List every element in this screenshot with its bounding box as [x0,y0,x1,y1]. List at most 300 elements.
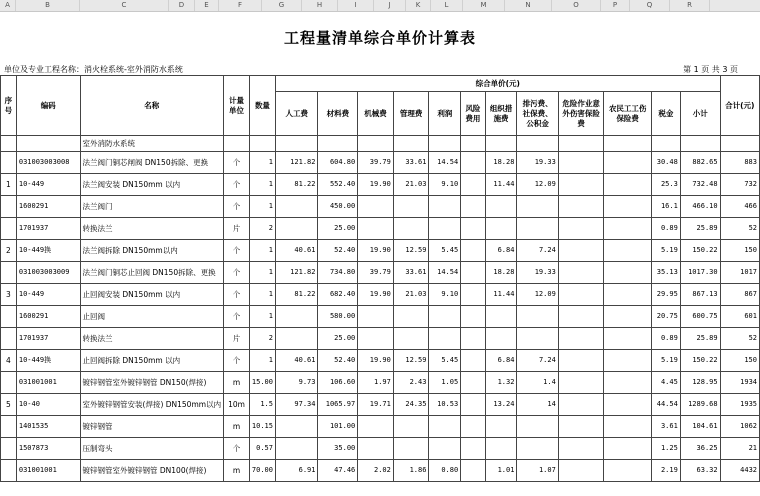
cell-machine[interactable] [358,306,394,328]
cell-sewage[interactable] [517,136,558,152]
cell-hazard[interactable] [558,460,604,482]
cell-seq[interactable]: 1 [1,174,17,196]
cell-seq[interactable] [1,372,17,394]
cell-machine[interactable] [358,328,394,350]
cell-subtotal[interactable]: 882.65 [680,152,720,174]
column-letter-l[interactable]: L [431,0,463,11]
cell-profit[interactable] [429,218,461,240]
cell-subtotal[interactable]: 25.89 [680,328,720,350]
cell-tax[interactable]: 44.54 [651,394,680,416]
cell-tax[interactable]: 5.19 [651,350,680,372]
cell-subtotal[interactable]: 732.48 [680,174,720,196]
cell-material[interactable]: 1065.97 [318,394,358,416]
cell-name[interactable]: 法兰阀拆除 DN150mm以内 [80,240,224,262]
cell-hazard[interactable] [558,394,604,416]
cell-code[interactable]: 031001001 [16,372,80,394]
cell-seq[interactable]: 4 [1,350,17,372]
cell-risk[interactable] [461,460,486,482]
cell-subtotal[interactable] [680,136,720,152]
cell-mgmt[interactable] [393,416,429,438]
cell-risk[interactable] [461,350,486,372]
cell-measures[interactable] [485,438,517,460]
cell-measures[interactable]: 1.32 [485,372,517,394]
cell-material[interactable]: 35.00 [318,438,358,460]
cell-injury[interactable] [604,460,652,482]
cell-qty[interactable]: 1.5 [249,394,275,416]
cell-unit[interactable]: 个 [224,196,250,218]
cell-labor[interactable]: 81.22 [275,174,317,196]
cell-qty[interactable] [249,136,275,152]
cell-tax[interactable]: 20.75 [651,306,680,328]
cell-risk[interactable] [461,152,486,174]
cell-seq[interactable] [1,438,17,460]
cell-seq[interactable] [1,218,17,240]
cell-machine[interactable]: 2.02 [358,460,394,482]
cell-code[interactable]: 10-449换 [16,240,80,262]
cell-material[interactable]: 101.00 [318,416,358,438]
cell-name[interactable]: 转换法兰 [80,328,224,350]
cell-hazard[interactable] [558,306,604,328]
cell-total[interactable]: 1935 [720,394,759,416]
cell-qty[interactable]: 10.15 [249,416,275,438]
cell-profit[interactable]: 14.54 [429,152,461,174]
cell-risk[interactable] [461,372,486,394]
cell-profit[interactable]: 14.54 [429,262,461,284]
cell-unit[interactable] [224,136,250,152]
cell-profit[interactable]: 9.10 [429,174,461,196]
cell-injury[interactable] [604,152,652,174]
cell-tax[interactable]: 25.3 [651,174,680,196]
cell-seq[interactable] [1,262,17,284]
cell-unit[interactable]: 个 [224,240,250,262]
cell-total[interactable]: 883 [720,152,759,174]
cell-hazard[interactable] [558,438,604,460]
cell-material[interactable]: 47.46 [318,460,358,482]
cell-code[interactable]: 1701937 [16,328,80,350]
cell-name[interactable]: 镀锌钢管 [80,416,224,438]
cell-tax[interactable]: 4.45 [651,372,680,394]
cell-labor[interactable]: 9.73 [275,372,317,394]
cell-material[interactable]: 106.60 [318,372,358,394]
cell-sewage[interactable]: 1.07 [517,460,558,482]
cell-mgmt[interactable]: 21.03 [393,174,429,196]
cell-code[interactable]: 031003003008 [16,152,80,174]
cell-measures[interactable]: 18.28 [485,152,517,174]
cell-material[interactable]: 25.00 [318,218,358,240]
cell-sewage[interactable] [517,306,558,328]
column-letter-m[interactable]: M [463,0,505,11]
cell-name[interactable]: 镀锌钢管室外镀锌钢管 DN150(焊接) [80,372,224,394]
cell-injury[interactable] [604,174,652,196]
cell-sewage[interactable]: 14 [517,394,558,416]
cell-sewage[interactable] [517,416,558,438]
cell-machine[interactable] [358,136,394,152]
column-letter-k[interactable]: K [406,0,431,11]
cell-seq[interactable] [1,328,17,350]
cell-machine[interactable]: 19.90 [358,174,394,196]
cell-measures[interactable]: 1.01 [485,460,517,482]
cell-qty[interactable]: 2 [249,218,275,240]
cell-seq[interactable] [1,306,17,328]
column-letter-a[interactable]: A [0,0,16,11]
cell-total[interactable]: 1062 [720,416,759,438]
cell-machine[interactable]: 19.90 [358,350,394,372]
cell-unit[interactable]: 个 [224,262,250,284]
cell-tax[interactable]: 29.95 [651,284,680,306]
cell-unit[interactable]: m [224,372,250,394]
cell-risk[interactable] [461,240,486,262]
cell-injury[interactable] [604,350,652,372]
cell-measures[interactable]: 18.28 [485,262,517,284]
cell-hazard[interactable] [558,416,604,438]
column-letter-j[interactable]: J [374,0,406,11]
cell-mgmt[interactable] [393,306,429,328]
cell-material[interactable]: 682.40 [318,284,358,306]
cell-profit[interactable]: 1.05 [429,372,461,394]
column-letter-e[interactable]: E [195,0,219,11]
cell-measures[interactable]: 6.84 [485,350,517,372]
column-letter-r[interactable]: R [670,0,710,11]
cell-injury[interactable] [604,284,652,306]
cell-profit[interactable]: 5.45 [429,350,461,372]
cell-total[interactable]: 150 [720,350,759,372]
cell-name[interactable]: 压制弯头 [80,438,224,460]
cell-tax[interactable]: 35.13 [651,262,680,284]
cell-seq[interactable]: 3 [1,284,17,306]
cell-hazard[interactable] [558,152,604,174]
cell-risk[interactable] [461,196,486,218]
cell-profit[interactable] [429,416,461,438]
cell-code[interactable]: 031001001 [16,460,80,482]
cell-tax[interactable]: 3.61 [651,416,680,438]
cell-sewage[interactable]: 19.33 [517,262,558,284]
cell-material[interactable]: 734.80 [318,262,358,284]
cell-machine[interactable] [358,196,394,218]
cell-profit[interactable]: 0.80 [429,460,461,482]
cell-labor[interactable]: 40.61 [275,240,317,262]
cell-tax[interactable]: 0.89 [651,218,680,240]
cell-material[interactable]: 25.00 [318,328,358,350]
cell-name[interactable]: 法兰阀门铜芯闸阀 DN150拆除、更换 [80,152,224,174]
cell-mgmt[interactable]: 21.03 [393,284,429,306]
cell-hazard[interactable] [558,136,604,152]
cell-qty[interactable]: 70.00 [249,460,275,482]
cell-machine[interactable]: 19.90 [358,284,394,306]
cell-unit[interactable]: 10m [224,394,250,416]
cell-unit[interactable]: 片 [224,328,250,350]
cell-tax[interactable]: 30.48 [651,152,680,174]
cell-name[interactable]: 室外镀锌钢管安装(焊接) DN150mm以内 [80,394,224,416]
cell-measures[interactable]: 11.44 [485,174,517,196]
cell-sewage[interactable] [517,196,558,218]
cell-seq[interactable]: 2 [1,240,17,262]
cell-profit[interactable]: 10.53 [429,394,461,416]
cell-labor[interactable] [275,438,317,460]
cell-profit[interactable] [429,136,461,152]
cell-injury[interactable] [604,240,652,262]
cell-profit[interactable]: 5.45 [429,240,461,262]
cell-total[interactable]: 466 [720,196,759,218]
cell-unit[interactable]: 个 [224,438,250,460]
cell-name[interactable]: 室外消防水系统 [80,136,224,152]
cell-labor[interactable]: 121.82 [275,262,317,284]
cell-material[interactable]: 604.80 [318,152,358,174]
cell-hazard[interactable] [558,240,604,262]
cell-profit[interactable] [429,306,461,328]
cell-hazard[interactable] [558,218,604,240]
cell-profit[interactable] [429,196,461,218]
cell-measures[interactable] [485,196,517,218]
cell-measures[interactable] [485,306,517,328]
cell-subtotal[interactable]: 36.25 [680,438,720,460]
cell-machine[interactable] [358,218,394,240]
cell-total[interactable]: 4432 [720,460,759,482]
cell-subtotal[interactable]: 466.10 [680,196,720,218]
cell-profit[interactable] [429,328,461,350]
cell-profit[interactable]: 9.10 [429,284,461,306]
cell-tax[interactable]: 0.89 [651,328,680,350]
cell-mgmt[interactable]: 12.59 [393,240,429,262]
cell-injury[interactable] [604,372,652,394]
cell-code[interactable]: 1701937 [16,218,80,240]
cell-risk[interactable] [461,306,486,328]
cell-sewage[interactable]: 12.09 [517,174,558,196]
cell-injury[interactable] [604,416,652,438]
cell-name[interactable]: 转换法兰 [80,218,224,240]
column-letter-g[interactable]: G [262,0,302,11]
cell-total[interactable]: 150 [720,240,759,262]
column-letter-i[interactable]: I [338,0,374,11]
cell-risk[interactable] [461,416,486,438]
cell-seq[interactable] [1,152,17,174]
cell-code[interactable]: 10-449 [16,284,80,306]
cell-risk[interactable] [461,218,486,240]
cell-name[interactable]: 法兰阀门铜芯止回阀 DN150拆除、更换 [80,262,224,284]
cell-unit[interactable]: 个 [224,284,250,306]
cell-mgmt[interactable] [393,196,429,218]
cell-risk[interactable] [461,394,486,416]
cell-labor[interactable]: 81.22 [275,284,317,306]
cell-injury[interactable] [604,218,652,240]
cell-labor[interactable]: 40.61 [275,350,317,372]
cell-mgmt[interactable] [393,218,429,240]
cell-qty[interactable]: 1 [249,306,275,328]
column-letter-o[interactable]: O [552,0,601,11]
cell-name[interactable]: 止回阀拆除 DN150mm 以内 [80,350,224,372]
cell-seq[interactable]: 5 [1,394,17,416]
cell-code[interactable]: 1401535 [16,416,80,438]
cell-machine[interactable] [358,438,394,460]
cell-total[interactable]: 1017 [720,262,759,284]
cell-qty[interactable]: 1 [249,152,275,174]
cell-seq[interactable] [1,136,17,152]
cell-tax[interactable] [651,136,680,152]
cell-injury[interactable] [604,196,652,218]
cell-subtotal[interactable]: 150.22 [680,350,720,372]
cell-sewage[interactable]: 19.33 [517,152,558,174]
column-letter-q[interactable]: Q [630,0,670,11]
cell-hazard[interactable] [558,372,604,394]
cell-hazard[interactable] [558,262,604,284]
column-letter-p[interactable]: P [601,0,630,11]
cell-labor[interactable] [275,218,317,240]
cell-total[interactable]: 867 [720,284,759,306]
cell-tax[interactable]: 2.19 [651,460,680,482]
cell-labor[interactable] [275,196,317,218]
column-letter-c[interactable]: C [80,0,169,11]
cell-total[interactable]: 52 [720,328,759,350]
cell-total[interactable] [720,136,759,152]
cell-unit[interactable]: 个 [224,306,250,328]
cell-name[interactable]: 法兰阀安装 DN150mm 以内 [80,174,224,196]
cell-sewage[interactable]: 12.09 [517,284,558,306]
cell-subtotal[interactable]: 63.32 [680,460,720,482]
cell-subtotal[interactable]: 1289.68 [680,394,720,416]
cell-qty[interactable]: 0.57 [249,438,275,460]
cell-subtotal[interactable]: 150.22 [680,240,720,262]
cell-hazard[interactable] [558,174,604,196]
cell-code[interactable]: 10-40 [16,394,80,416]
cell-qty[interactable]: 2 [249,328,275,350]
cell-unit[interactable]: 片 [224,218,250,240]
cell-qty[interactable]: 1 [249,196,275,218]
cell-machine[interactable]: 1.97 [358,372,394,394]
cell-injury[interactable] [604,438,652,460]
cell-machine[interactable] [358,416,394,438]
cell-machine[interactable]: 19.71 [358,394,394,416]
cell-code[interactable]: 10-449换 [16,350,80,372]
cell-subtotal[interactable]: 867.13 [680,284,720,306]
cell-subtotal[interactable]: 1017.30 [680,262,720,284]
cell-mgmt[interactable] [393,438,429,460]
cell-sewage[interactable] [517,328,558,350]
cell-mgmt[interactable]: 12.59 [393,350,429,372]
cell-unit[interactable]: m [224,460,250,482]
cell-hazard[interactable] [558,350,604,372]
cell-injury[interactable] [604,306,652,328]
cell-hazard[interactable] [558,196,604,218]
cell-labor[interactable] [275,306,317,328]
cell-labor[interactable]: 121.82 [275,152,317,174]
cell-material[interactable]: 580.00 [318,306,358,328]
column-letter-h[interactable]: H [302,0,338,11]
cell-machine[interactable]: 39.79 [358,152,394,174]
cell-name[interactable]: 止回阀 [80,306,224,328]
cell-unit[interactable]: m [224,416,250,438]
cell-name[interactable]: 镀锌钢管室外镀锌钢管 DN100(焊接) [80,460,224,482]
cell-sewage[interactable]: 7.24 [517,240,558,262]
cell-seq[interactable] [1,460,17,482]
cell-subtotal[interactable]: 25.89 [680,218,720,240]
cell-measures[interactable] [485,136,517,152]
cell-qty[interactable]: 15.00 [249,372,275,394]
cell-mgmt[interactable] [393,328,429,350]
cell-unit[interactable]: 个 [224,152,250,174]
cell-sewage[interactable]: 1.4 [517,372,558,394]
cell-measures[interactable]: 11.44 [485,284,517,306]
cell-material[interactable]: 52.40 [318,240,358,262]
cell-mgmt[interactable]: 2.43 [393,372,429,394]
cell-risk[interactable] [461,438,486,460]
cell-material[interactable]: 52.40 [318,350,358,372]
cell-tax[interactable]: 1.25 [651,438,680,460]
cell-total[interactable]: 601 [720,306,759,328]
cell-subtotal[interactable]: 128.95 [680,372,720,394]
cell-total[interactable]: 1934 [720,372,759,394]
cell-measures[interactable]: 13.24 [485,394,517,416]
cell-name[interactable]: 法兰阀门 [80,196,224,218]
cell-injury[interactable] [604,328,652,350]
column-letter-n[interactable]: N [505,0,552,11]
cell-labor[interactable]: 6.91 [275,460,317,482]
cell-unit[interactable]: 个 [224,174,250,196]
cell-risk[interactable] [461,328,486,350]
cell-injury[interactable] [604,136,652,152]
cell-qty[interactable]: 1 [249,240,275,262]
cell-injury[interactable] [604,394,652,416]
column-letter-d[interactable]: D [169,0,195,11]
cell-code[interactable]: 1507873 [16,438,80,460]
cell-risk[interactable] [461,136,486,152]
cell-code[interactable]: 1600291 [16,196,80,218]
cell-measures[interactable]: 6.84 [485,240,517,262]
cell-sewage[interactable]: 7.24 [517,350,558,372]
cell-mgmt[interactable]: 33.61 [393,262,429,284]
cell-mgmt[interactable]: 33.61 [393,152,429,174]
column-letter-f[interactable]: F [219,0,262,11]
cell-sewage[interactable] [517,438,558,460]
cell-code[interactable]: 031003003009 [16,262,80,284]
cell-material[interactable] [318,136,358,152]
cell-qty[interactable]: 1 [249,262,275,284]
cell-tax[interactable]: 5.19 [651,240,680,262]
cell-material[interactable]: 552.40 [318,174,358,196]
cell-measures[interactable] [485,328,517,350]
cell-seq[interactable] [1,196,17,218]
cell-hazard[interactable] [558,328,604,350]
cell-subtotal[interactable]: 600.75 [680,306,720,328]
cell-name[interactable]: 止回阀安装 DN150mm 以内 [80,284,224,306]
cell-qty[interactable]: 1 [249,350,275,372]
cell-labor[interactable] [275,136,317,152]
cell-material[interactable]: 450.00 [318,196,358,218]
cell-code[interactable]: 1600291 [16,306,80,328]
cell-risk[interactable] [461,174,486,196]
cell-labor[interactable] [275,328,317,350]
cell-total[interactable]: 52 [720,218,759,240]
cell-risk[interactable] [461,284,486,306]
cell-qty[interactable]: 1 [249,174,275,196]
cell-hazard[interactable] [558,284,604,306]
cell-subtotal[interactable]: 104.61 [680,416,720,438]
column-letter-b[interactable]: B [16,0,80,11]
cell-labor[interactable] [275,416,317,438]
cell-tax[interactable]: 16.1 [651,196,680,218]
cell-code[interactable]: 10-449 [16,174,80,196]
cell-machine[interactable]: 39.79 [358,262,394,284]
cell-machine[interactable]: 19.90 [358,240,394,262]
cell-profit[interactable] [429,438,461,460]
cell-injury[interactable] [604,262,652,284]
cell-sewage[interactable] [517,218,558,240]
cell-measures[interactable] [485,416,517,438]
cell-unit[interactable]: 个 [224,350,250,372]
cell-seq[interactable] [1,416,17,438]
cell-total[interactable]: 732 [720,174,759,196]
cell-mgmt[interactable] [393,136,429,152]
cell-labor[interactable]: 97.34 [275,394,317,416]
cell-measures[interactable] [485,218,517,240]
